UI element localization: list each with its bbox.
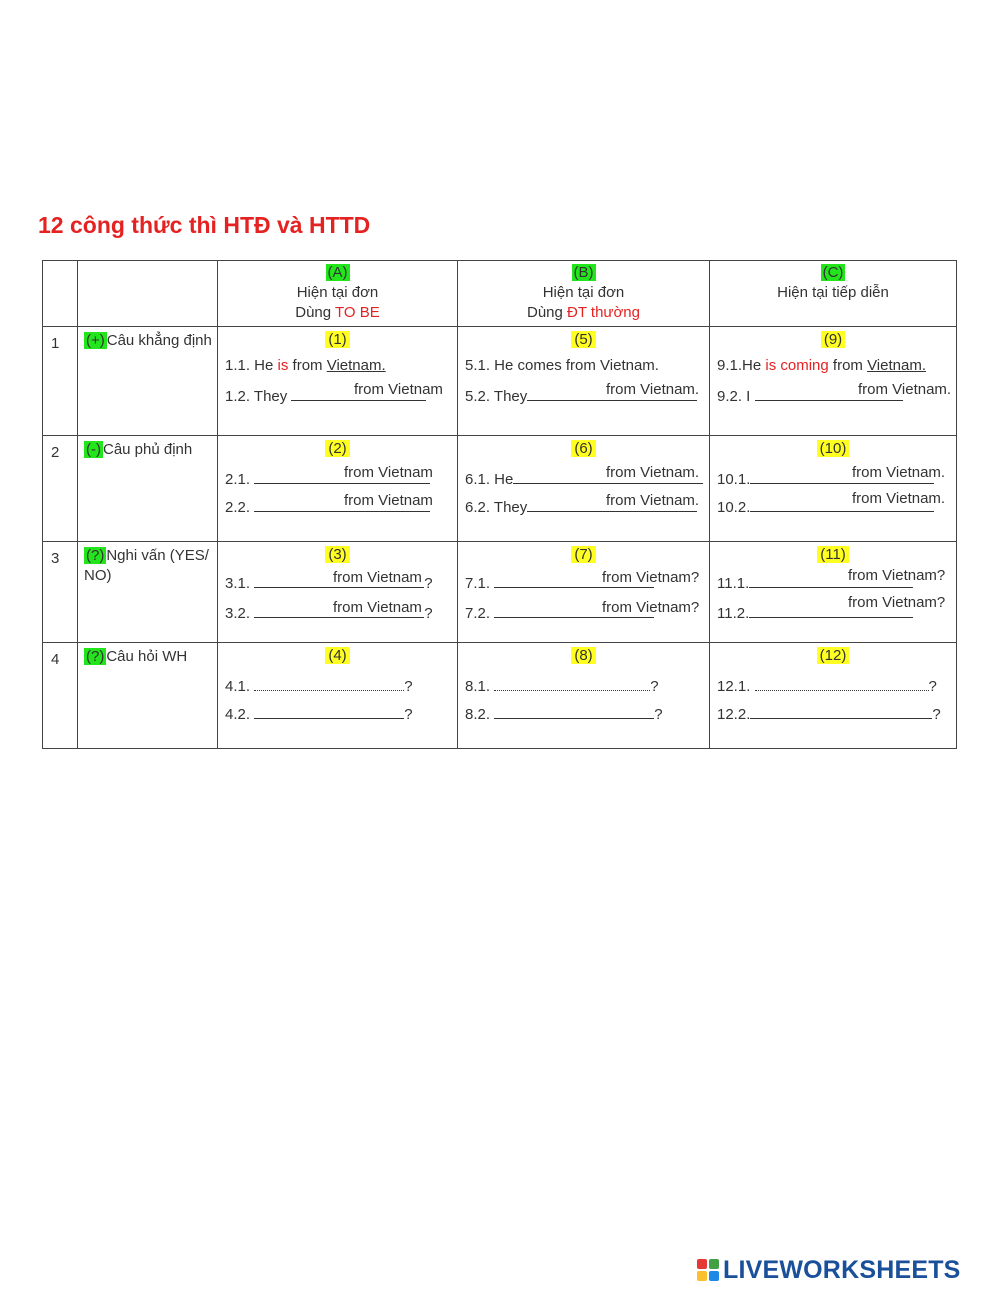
cell-number: (3): [325, 546, 349, 563]
cell-number: (11): [817, 546, 849, 563]
cell-number: (2): [325, 440, 349, 457]
sentence-4-2: 4.2. ?: [225, 703, 413, 723]
sentence-3-2: 3.2. ?: [225, 602, 433, 622]
sentence-11-2: 11.2.: [717, 602, 913, 622]
sentence-2-1: 2.1.: [225, 468, 430, 488]
answer-blank[interactable]: [750, 703, 932, 719]
row-number: 3: [51, 550, 60, 567]
sentence-12-1: 12.1. ?: [717, 675, 937, 695]
cell-number: (4): [325, 647, 349, 664]
sentence-8-1: 8.1. ?: [465, 675, 659, 695]
answer-blank[interactable]: [494, 675, 650, 691]
sentence-6-2: 6.2. They: [465, 496, 697, 516]
answer-blank[interactable]: [494, 703, 654, 719]
sentence-9-2: 9.2. I: [717, 385, 903, 405]
cell-number: (1): [325, 331, 349, 348]
sentence-1-2: 1.2. They: [225, 385, 426, 405]
column-note: ĐT thường: [567, 304, 640, 321]
answer-blank[interactable]: [755, 675, 929, 691]
column-tag: (B): [573, 264, 594, 281]
sentence-5-1: 5.1. He comes from Vietnam.: [465, 357, 659, 374]
row-number: 2: [51, 444, 60, 461]
row-tag: (?): [86, 547, 105, 564]
table-row: 3 (?) Nghi vấn (YES/ NO) (3) 3.1. ? from Vietnam 3.2. ? from Vietnam (7) 7.1. from Vietnam? 7.2. from Vietnam? (11) 11.1. from Vietnam? 11.2. from Vietnam?: [43, 542, 957, 643]
row-tag: (-): [86, 441, 101, 458]
sentence-12-2: 12.2. ?: [717, 703, 941, 723]
row-label: Câu khẳng định: [106, 332, 212, 349]
row-label: Câu hỏi WH: [106, 648, 188, 665]
row-label: Nghi vấn (YES/ NO): [84, 547, 209, 584]
sentence-10-2: 10.2.: [717, 496, 934, 516]
row-number: 4: [51, 651, 60, 668]
table-row: 2 (-) Câu phủ định (2) 2.1. from Vietnam 2.2. from Vietnam (6) 6.1. He from Vietnam. 6.2. They from Vietnam. (10) 10.1. from Vietnam. 10.2. from Vietnam.: [43, 436, 957, 542]
column-title: Hiện tại đơn: [542, 284, 625, 301]
sentence-2-2: 2.2.: [225, 496, 430, 516]
row-label: Câu phủ định: [103, 441, 193, 458]
answer-blank[interactable]: [254, 703, 404, 719]
cell-number: (6): [571, 440, 595, 457]
cell-number: (10): [817, 440, 850, 457]
column-title: Hiện tại đơn: [296, 284, 379, 301]
sentence-8-2: 8.2. ?: [465, 703, 663, 723]
row-tag: (+): [86, 332, 105, 349]
page-title: 12 công thức thì HTĐ và HTTD: [38, 212, 371, 238]
logo-icon: [697, 1259, 719, 1281]
table-row: [43, 643, 957, 749]
column-note: TO BE: [335, 304, 380, 321]
logo-text: LIVEWORKSHEETS: [723, 1255, 961, 1284]
tense-table: [42, 260, 957, 749]
cell-number: (7): [571, 546, 595, 563]
header-a: (A) Hiện tại đơn Dùng TO BE: [218, 261, 458, 327]
sentence-5-2: 5.2. They: [465, 385, 697, 405]
row-tag: (?): [86, 648, 105, 665]
row-number: 1: [51, 335, 60, 352]
sentence-6-1: 6.1. He: [465, 468, 703, 488]
header-c: [710, 261, 957, 327]
column-tag: (C): [822, 264, 844, 281]
cell-number: (12): [817, 647, 850, 664]
liveworksheets-logo[interactable]: [697, 1255, 961, 1285]
cell-number: (9): [821, 331, 845, 348]
table-row: 1 (+) Câu khẳng định (1) 1.1. He is from Vietnam. 1.2. They from Vietnam (5) 5.1. He comes from Vietnam. 5.2. They from Vietnam. (9) 9.1.He is coming from Vietnam. 9.2. I from Vietnam.: [43, 327, 957, 436]
cell-number: (5): [571, 331, 595, 348]
header-row: [43, 261, 957, 327]
header-b: (B) Hiện tại đơn Dùng ĐT thường: [458, 261, 710, 327]
sentence-9-1: 9.1.He is coming from Vietnam.: [717, 357, 927, 374]
sentence-7-2: 7.2.: [465, 602, 654, 622]
sentence-7-1: 7.1.: [465, 572, 654, 592]
sentence-10-1: 10.1.: [717, 468, 934, 488]
column-tag: (A): [327, 264, 348, 281]
sentence-3-1: 3.1. ?: [225, 572, 433, 592]
column-title: Hiện tại tiếp diễn: [777, 284, 889, 301]
cell-number: (8): [571, 647, 595, 664]
sentence-4-1: 4.1. ?: [225, 675, 413, 695]
sentence-1-1: 1.1. He is from Vietnam.: [225, 357, 386, 374]
sentence-11-1: 11.1.: [717, 572, 913, 592]
answer-blank[interactable]: [254, 675, 404, 691]
